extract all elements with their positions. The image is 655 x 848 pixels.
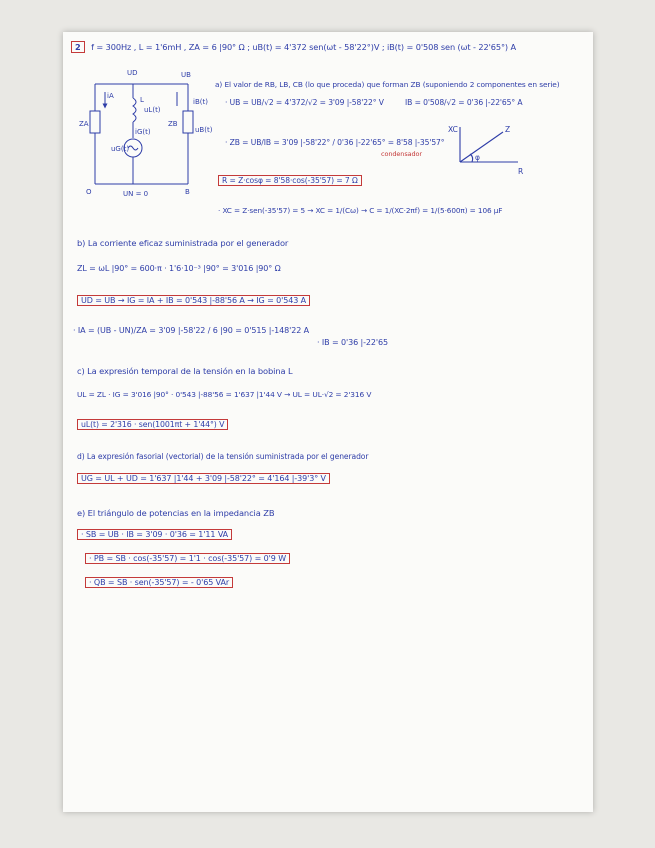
label-za: ZA: [79, 120, 89, 128]
part-c-heading: c) La expresión temporal de la tensión en la bobina L: [77, 366, 293, 376]
part-e-qb-eq: [85, 578, 233, 587]
label-ground: UN = 0: [123, 190, 149, 198]
part-e-sb-eq: [77, 530, 232, 539]
part-b-heading: b) La corriente eficaz suministrada por el generador: [77, 238, 289, 248]
problem-number: 2: [71, 41, 85, 53]
label-node-b: B: [185, 188, 190, 196]
phasor-z-label: Z: [505, 125, 511, 134]
notebook-page: [63, 32, 593, 812]
problem-statement: [71, 42, 516, 52]
label-ult: uL(t): [144, 106, 161, 114]
part-d-heading: d) La expresión fasorial (vectorial) de la tensión suministrada por el generador: [77, 452, 369, 461]
phasor-phi-label: φ: [475, 153, 480, 162]
part-c-ult-box: uL(t) = 2'316 · sen(1001πt + 1'44°) V: [77, 419, 228, 430]
part-a-heading: a) El valor de RB, LB, CB (lo que proceda) que forman ZB (suponiendo 2 componentes en serie): [215, 80, 560, 89]
part-b-ia-eq: · IA = (UB - UN)/ZA = 3'09 |-58'22 / 6 |90 = 0'515 |-148'22 A: [73, 326, 310, 335]
part-a-xc-eq: · XC = Z·sen(-35'57) = 5 → XC = 1/(Cω) → C = 1/(XC·2πf) = 1/(5·600π) = 106 μF: [218, 206, 503, 215]
circuit-diagram: [79, 66, 223, 201]
part-a-ib-eq: IB = 0'508/√2 = 0'36 |-22'65° A: [405, 98, 523, 107]
part-e-qb-box: · QB = SB · sen(-35'57) = - 0'65 VAr: [85, 577, 233, 588]
label-l: L: [140, 96, 144, 104]
part-e-sb-box: · SB = UB · IB = 3'09 · 0'36 = 1'11 VA: [77, 529, 232, 540]
part-a-r-eq: [218, 176, 362, 185]
phasor-r-label: R: [518, 167, 524, 176]
part-e-heading: e) El triángulo de potencias en la impedancia ZB: [77, 508, 275, 518]
part-e-pb-eq: [85, 554, 290, 563]
phasor-xc-label: XC: [448, 125, 458, 134]
part-b-ig-eq: [77, 296, 310, 305]
label-ia: iA: [107, 92, 114, 100]
part-b-zl-eq: ZL = ωL |90° = 600·π · 1'6·10⁻³ |90° = 3'016 |90° Ω: [77, 264, 281, 273]
part-c-ul-eq: UL = ZL · IG = 3'016 |90° · 0'543 |-88'56 = 1'637 |1'44 V → UL = UL·√2 = 2'316 V: [77, 390, 372, 399]
part-e-pb-box: · PB = SB · cos(-35'57) = 1'1 · cos(-35'57) = 0'9 W: [85, 553, 290, 564]
part-b-ig-box: UD = UB → IG = IA + IB = 0'543 |-88'56 A → IG = 0'543 A: [77, 295, 310, 306]
label-node-o: O: [86, 188, 92, 196]
label-ub: UB: [181, 71, 191, 79]
part-d-ug-eq: [77, 474, 330, 483]
part-d-ug-box: UG = UL + UD = 1'637 |1'44 + 3'09 |-58'22° = 4'164 |-39'3° V: [77, 473, 330, 484]
part-a-ub-eq: · UB = UB/√2 = 4'372/√2 = 3'09 |-58'22° V: [225, 98, 384, 107]
part-a-r-box: R = Z·cosφ = 8'58·cos(-35'57) = 7 Ω: [218, 175, 362, 186]
label-zb: ZB: [168, 120, 178, 128]
phasor-triangle: [448, 122, 528, 182]
part-a-zb-eq: · ZB = UB/IB = 3'09 |-58'22° / 0'36 |-22'65° = 8'58 |-35'57°: [225, 138, 445, 147]
problem-given: f = 300Hz , L = 1'6mH , ZA = 6 |90° Ω ; uB(t) = 4'372 sen(ωt - 58'22°)V ; iB(t) = 0'508 sen (ωt - 22'65°) A: [91, 42, 517, 52]
label-ugt: uG(t): [111, 145, 130, 153]
part-a-zb-note: condensador: [381, 150, 422, 158]
part-c-ult-eq: [77, 420, 228, 429]
label-ibt: iB(t): [193, 98, 208, 106]
label-ud: UD: [127, 69, 138, 77]
label-igt: iG(t): [135, 128, 151, 136]
label-ubt: uB(t): [195, 126, 213, 134]
part-b-ib-eq: · IB = 0'36 |-22'65: [317, 338, 388, 347]
